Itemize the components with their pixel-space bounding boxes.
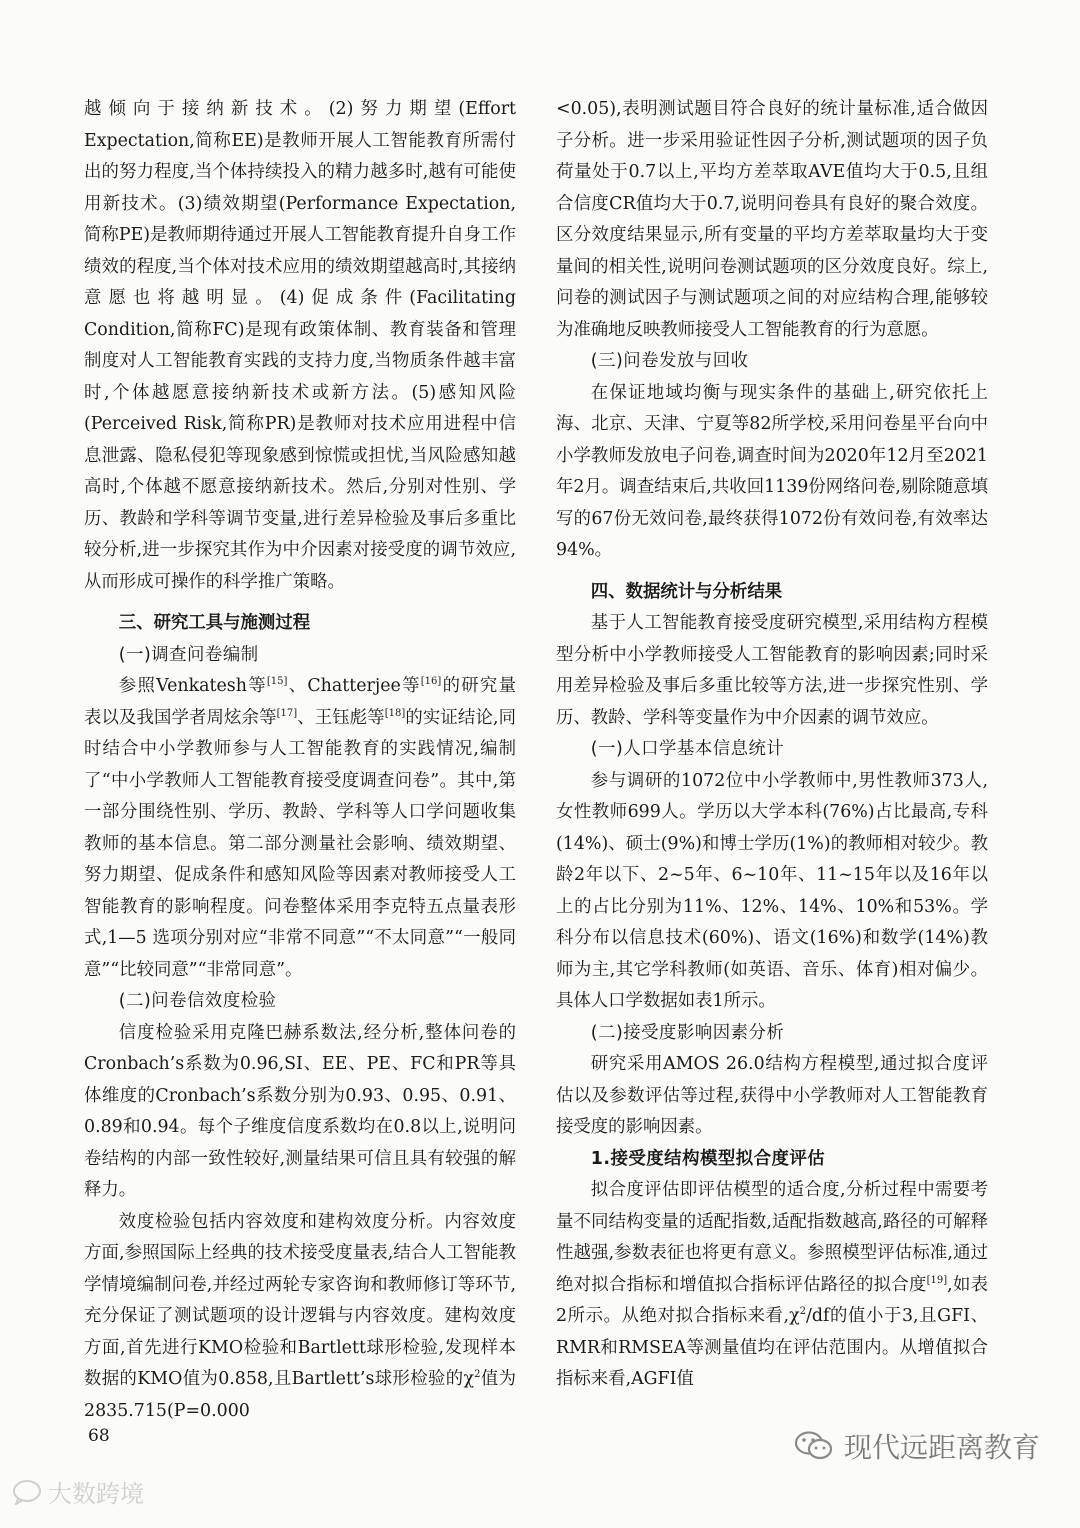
section-heading: 三、研究工具与施测过程 (118, 613, 311, 633)
watermark-wechat (794, 1426, 1040, 1466)
subsection-heading: (二)问卷信效度检验 (118, 991, 277, 1011)
paragraph: 研究采用AMOS 26.0结构方程模型,通过拟合度评估以及参数评估等过程,获得中小学教师对人工智能教育接受度的影响因素。 (556, 1054, 988, 1137)
page-number: 68 (88, 1426, 110, 1446)
paragraph: 效度检验包括内容效度和建构效度分析。内容效度方面,参照国际上经典的技术接受度量表,结合人工智能教学情境编制问卷,并经过两轮专家咨询和教师修订等环节,充分保证了测试题项的设计逻辑与内容效度。建构效度方面,首先进行KMO检验和Bartlett球形检验,发现样本数据的KMO值为0.858,且Bartlett’s球形检验的$\chi^2$值为2835.715(P=0.000 (84, 1211, 516, 1421)
subsection-heading: (一)人口学基本信息统计 (590, 739, 785, 759)
paragraph: 在保证地域均衡与现实条件的基础上,研究依托上海、北京、天津、宁夏等82所学校,采用问卷星平台向中小学教师发放电子问卷,调查时间为2020年12月至2021年2月。调查结束后,共收回1139份网络问卷,剔除随意填写的67份无效问卷,最终获得1072份有效问卷,有效率达94%。 (556, 382, 988, 560)
paragraph: 信度检验采用克隆巴赫系数法,经分析,整体问卷的Cronbach’s系数为0.96,SI、EE、PE、FC和PR等具体维度的Cronbach’s系数分别为0.93、0.95、0.91、0.89和0.94。每个子维度信度系数均在0.8以上,说明问卷结构的内部一致性较好,测量结果可信且具有较强的解释力。 (84, 1022, 516, 1200)
paragraph: 越倾向于接纳新技术。(2)努力期望(Effort Expectation,简称EE)是教师开展人工智能教育所需付出的努力程度,当个体持续投入的精力越多时,越有可能使用新技术。(3)绩效期望(Performance Expectation,简称PE)是教师期待通过开展人工智能教育提升自身工作绩效的程度,当个体对技术应用的绩效期望越高时,其接纳意愿也将越明显。(4)促成条件(Facilitating Condition,简称FC)是现有政策体制、教育装备和管理制度对人工智能教育实践的支持力度,当物质条件越丰富时,个体越愿意接纳新技术或新方法。(5)感知风险(Perceived Risk,简称PR)是教师对技术应用进程中信息泄露、隐私侵犯等现象感到惊慌或担忧,当风险感知越高时,个体越不愿意接纳新技术。然后,分别对性别、学历、教龄和学科等调节变量,进行差异检验及事后多重比较分析,进一步探究其作为中介因素对接受度的调节效应,从而形成可操作的科学推广策略。 (84, 99, 516, 592)
chat-bubble-icon (12, 1479, 42, 1505)
citation[interactable]: [18] (384, 707, 406, 719)
wechat-icon (794, 1429, 834, 1463)
citation[interactable]: [17] (276, 707, 298, 719)
subsection-heading: (一)调查问卷编制 (118, 644, 259, 665)
right-column (556, 94, 988, 1396)
watermark-text: 现代远距离教育 (843, 1431, 1040, 1464)
watermark-text: 大数跨境 (48, 1480, 144, 1508)
left-column (84, 94, 516, 1427)
section-heading: 四、数据统计与分析结果 (590, 581, 783, 602)
subsection-heading: 1.接受度结构模型拟合度评估 (590, 1148, 826, 1169)
subsection-heading: (三)问卷发放与回收 (590, 351, 749, 371)
paragraph: 基于人工智能教育接受度研究模型,采用结构方程模型分析中小学教师接受人工智能教育的影响因素;同时采用差异检验及事后多重比较等方法,进一步探究性别、学历、教龄、学科等变量作为中介因素的调节效应。 (556, 613, 988, 728)
citation[interactable]: [16] (420, 676, 442, 688)
paragraph: 拟合度评估即评估模型的适合度,分析过程中需要考量不同结构变量的适配指数,适配指数越高,路径的可解释性越强,参数表征也将更有意义。参照模型评估标准,通过绝对拟合指标和增值拟合指标评估路径的拟合度[19],如表2所示。从绝对拟合指标来看$,\chi^2/df$的值小于3,且GFI、RMR和RMSEA等测量值均在评估范围内。从增值拟合指标来看,AGFI值 (556, 1180, 988, 1389)
paragraph: <0.05),表明测试题目符合良好的统计量标准,适合做因子分析。进一步采用验证性因子分析,测试题项的因子负荷量处于0.7以上,平均方差萃取AVE值均大于0.5,且组合信度CR值均大于0.7,说明问卷具有良好的聚合效度。区分效度结果显示,所有变量的平均方差萃取量均大于变量间的相关性,说明问卷测试题项的区分效度良好。综上,问卷的测试因子与测试题项之间的对应结构合理,能够较为准确地反映教师接受人工智能教育的行为意愿。 (556, 99, 988, 340)
paragraph: 参与调研的1072位中小学教师中,男性教师373人,女性教师699人。学历以大学本科(76%)占比最高,专科(14%)、硕士(9%)和博士学历(1%)的教师相对较少。教龄2年以下、2~5年、6~10年、11~15年以及16年以上的占比分别为11%、12%、14%、10%和53%。学科分布以信息技术(60%)、语文(16%)和数学(14%)教师为主,其它学科教师(如英语、音乐、体育)相对偏少。具体人口学数据如表1所示。 (556, 770, 988, 1011)
citation[interactable]: [15] (266, 676, 288, 688)
subsection-heading: (二)接受度影响因素分析 (590, 1022, 785, 1043)
paragraph: 参照Venkatesh等[15]、Chatterjee等[16]的研究量表以及我国学者周炫余等[17]、王钰彪等[18]的实证结论,同时结合中小学教师参与人工智能教育的实践情况,编制了“中小学教师人工智能教育接受度调查问卷”。其中,第一部分围绕性别、学历、教龄、学科等人口学问题收集教师的基本信息。第二部分测量社会影响、绩效期望、努力期望、促成条件和感知风险等因素对教师接受人工智能教育的影响程度。问卷整体采用李克特五点量表形式,1—5 选项分别对应“非常不同意”“不太同意”“一般同意”“比较同意”“非常同意”。 (84, 676, 516, 980)
watermark-brand (12, 1474, 144, 1509)
citation[interactable]: [19] (926, 1274, 948, 1286)
